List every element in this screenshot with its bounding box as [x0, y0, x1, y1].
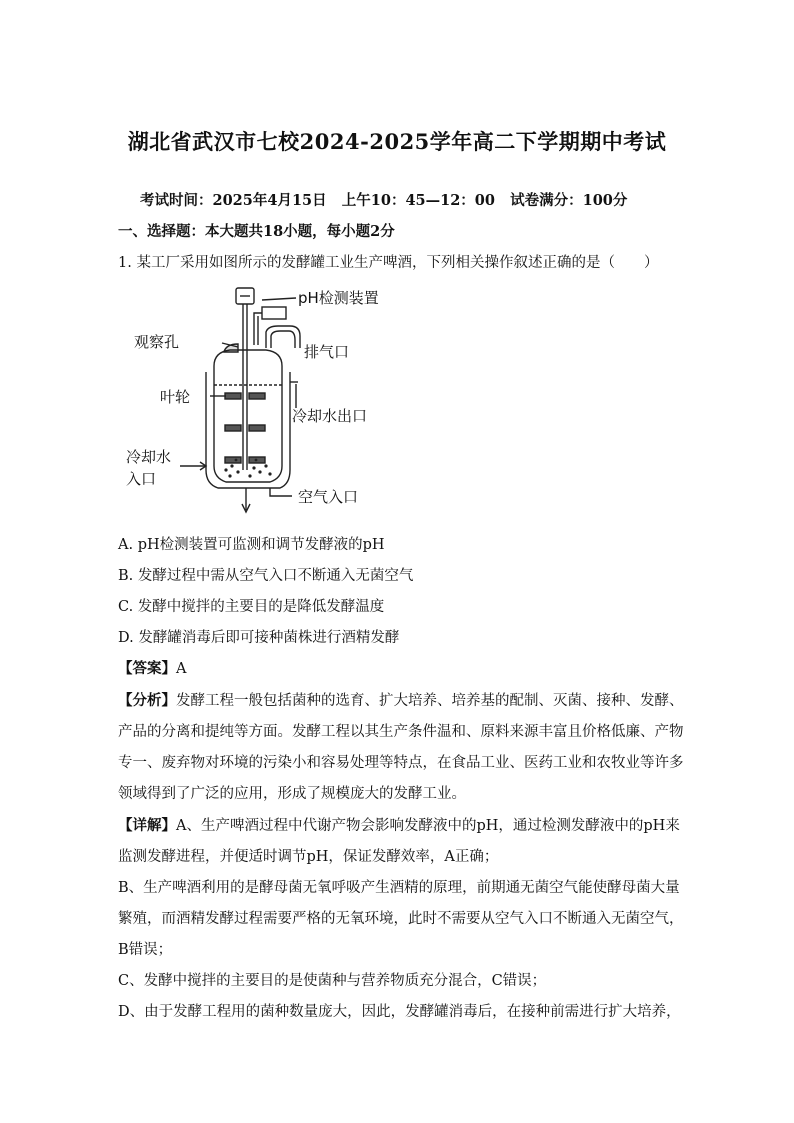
answer-tag: 【答案】 [118, 660, 176, 677]
answer-line [118, 657, 186, 678]
analysis-tag: 【分析】 [118, 692, 176, 709]
option-d: D. 发酵罐消毒后即可接种菌株进行酒精发酵 [118, 630, 400, 646]
label-cooling-inlet-1: 冷却水 [126, 448, 172, 466]
label-cooling-inlet-2: 入口 [126, 470, 157, 488]
page-title: 湖北省武汉市七校2024-2025学年高二下学期期中考试 [127, 129, 667, 154]
analysis-line-4: 领域得到了广泛的应用，形成了规模庞大的发酵工业。 [118, 786, 466, 802]
analysis-line-3: 专一、废弃物对环境的污染小和容易处理等特点，在食品工业、医药工业和农牧业等许多 [118, 755, 684, 771]
option-c: C. 发酵中搅拌的主要目的是降低发酵温度 [118, 599, 385, 615]
option-a: A. pH检测装置可监测和调节发酵液的pH [118, 537, 385, 553]
detail-line-5: B错误； [118, 942, 173, 958]
detail-line-1 [118, 814, 680, 835]
label-impeller: 叶轮 [160, 388, 191, 406]
label-ph-device: pH检测装置 [298, 289, 379, 307]
label-cooling-outlet: 冷却水出口 [292, 407, 368, 425]
exam-info: 考试时间：2025年4月15日 上午10：45—12：00 试卷满分：100分 [140, 192, 628, 209]
analysis-line-2: 产品的分离和提纯等方面。发酵工程以其生产条件温和、原料来源丰富且价格低廉、产物 [118, 724, 684, 740]
detail-text: A、生产啤酒过程中代谢产物会影响发酵液中的pH，通过检测发酵液中的pH来 [176, 818, 680, 834]
answer-value: A [176, 661, 187, 677]
detail-line-6: C、发酵中搅拌的主要目的是使菌种与营养物质充分混合，C错误； [118, 973, 547, 989]
section-heading: 一、选择题：本大题共18小题，每小题2分 [118, 223, 395, 240]
detail-line-7: D、由于发酵工程用的菌种数量庞大，因此，发酵罐消毒后，在接种前需进行扩大培养， [118, 1004, 681, 1020]
analysis-line-1 [118, 689, 684, 710]
option-b: B. 发酵过程中需从空气入口不断通入无菌空气 [118, 568, 414, 584]
analysis-text: 发酵工程一般包括菌种的选育、扩大培养、培养基的配制、灭菌、接种、发酵、 [176, 693, 684, 709]
label-air-inlet: 空气入口 [298, 488, 359, 506]
question-stem: 1. 某工厂采用如图所示的发酵罐工业生产啤酒，下列相关操作叙述正确的是（ ） [118, 255, 659, 271]
label-exhaust: 排气口 [304, 343, 350, 361]
detail-line-4: 繁殖，而酒精发酵过程需要严格的无氧环境，此时不需要从空气入口不断通入无菌空气， [118, 911, 684, 927]
label-observation-hole: 观察孔 [134, 333, 180, 351]
detail-line-2: 监测发酵进程，并便适时调节pH，保证发酵效率，A正确； [118, 849, 499, 865]
detail-tag: 【详解】 [118, 817, 176, 834]
detail-line-3: B、生产啤酒利用的是酵母菌无氧呼吸产生酒精的原理，前期通无菌空气能使酵母菌大量 [118, 880, 680, 896]
